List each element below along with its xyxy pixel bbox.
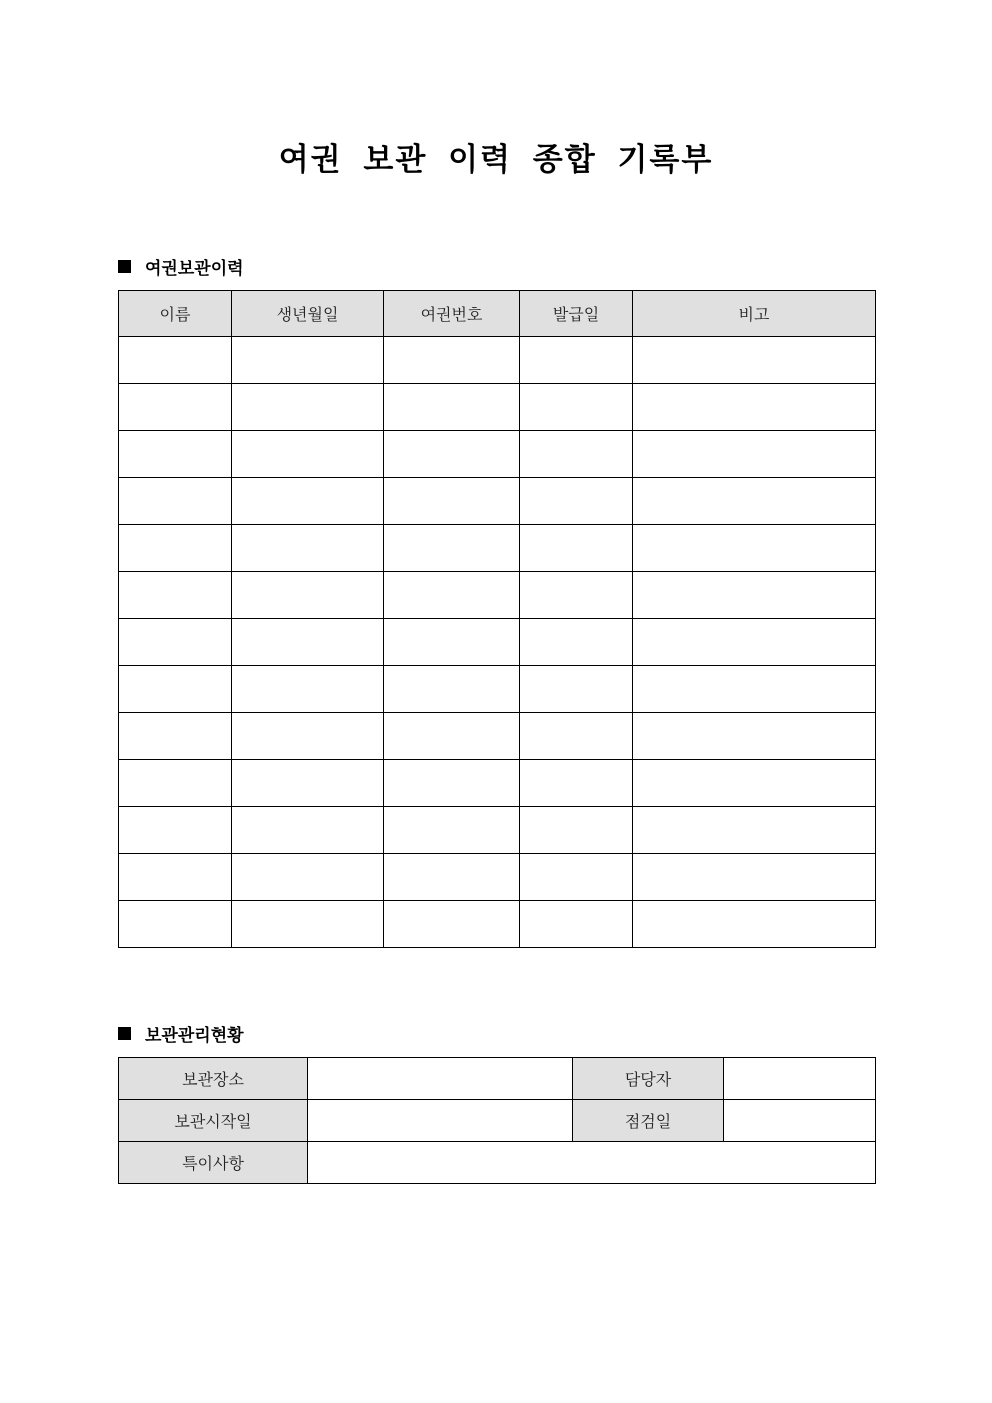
cell-issue-date[interactable] xyxy=(520,713,633,760)
section-heading-passport-history xyxy=(118,254,244,279)
cell-birthdate[interactable] xyxy=(232,666,384,713)
cell-name[interactable] xyxy=(119,572,232,619)
table-row xyxy=(119,713,876,760)
cell-birthdate[interactable] xyxy=(232,525,384,572)
table-row xyxy=(119,478,876,525)
cell-remarks[interactable] xyxy=(633,478,876,525)
cell-passport-number[interactable] xyxy=(384,384,520,431)
cell-name[interactable] xyxy=(119,713,232,760)
cell-issue-date[interactable] xyxy=(520,337,633,384)
storage-start-date-label: 보관시작일 xyxy=(119,1100,308,1142)
column-header-remarks: 비고 xyxy=(633,291,876,337)
cell-birthdate[interactable] xyxy=(232,384,384,431)
cell-remarks[interactable] xyxy=(633,525,876,572)
cell-birthdate[interactable] xyxy=(232,807,384,854)
cell-remarks[interactable] xyxy=(633,384,876,431)
cell-birthdate[interactable] xyxy=(232,431,384,478)
cell-passport-number[interactable] xyxy=(384,760,520,807)
cell-birthdate[interactable] xyxy=(232,713,384,760)
column-header-issue-date: 발급일 xyxy=(520,291,633,337)
storage-start-date-field[interactable] xyxy=(308,1100,573,1142)
table-row xyxy=(119,431,876,478)
section-heading-storage-management xyxy=(118,1021,244,1046)
table-row xyxy=(119,666,876,713)
cell-remarks[interactable] xyxy=(633,337,876,384)
cell-remarks[interactable] xyxy=(633,760,876,807)
cell-passport-number[interactable] xyxy=(384,666,520,713)
table-row xyxy=(119,1142,876,1184)
storage-management-table xyxy=(118,1057,876,1184)
cell-name[interactable] xyxy=(119,901,232,948)
cell-name[interactable] xyxy=(119,431,232,478)
cell-name[interactable] xyxy=(119,337,232,384)
cell-name[interactable] xyxy=(119,478,232,525)
table-row xyxy=(119,572,876,619)
cell-remarks[interactable] xyxy=(633,572,876,619)
table-row xyxy=(119,807,876,854)
manager-field[interactable] xyxy=(724,1058,876,1100)
inspection-date-field[interactable] xyxy=(724,1100,876,1142)
cell-remarks[interactable] xyxy=(633,901,876,948)
table-row xyxy=(119,760,876,807)
cell-passport-number[interactable] xyxy=(384,572,520,619)
cell-passport-number[interactable] xyxy=(384,619,520,666)
cell-birthdate[interactable] xyxy=(232,854,384,901)
cell-name[interactable] xyxy=(119,384,232,431)
cell-birthdate[interactable] xyxy=(232,337,384,384)
cell-issue-date[interactable] xyxy=(520,807,633,854)
table-row xyxy=(119,901,876,948)
storage-location-field[interactable] xyxy=(308,1058,573,1100)
cell-passport-number[interactable] xyxy=(384,431,520,478)
cell-passport-number[interactable] xyxy=(384,337,520,384)
cell-issue-date[interactable] xyxy=(520,666,633,713)
cell-remarks[interactable] xyxy=(633,666,876,713)
cell-passport-number[interactable] xyxy=(384,478,520,525)
table-row xyxy=(119,1100,876,1142)
column-header-name: 이름 xyxy=(119,291,232,337)
cell-passport-number[interactable] xyxy=(384,901,520,948)
cell-remarks[interactable] xyxy=(633,807,876,854)
table-row xyxy=(119,337,876,384)
page-title: 여권 보관 이력 종합 기록부 xyxy=(278,142,714,178)
column-header-birthdate: 생년월일 xyxy=(232,291,384,337)
cell-issue-date[interactable] xyxy=(520,525,633,572)
remarks-field[interactable] xyxy=(308,1142,876,1184)
cell-issue-date[interactable] xyxy=(520,619,633,666)
storage-location-label: 보관장소 xyxy=(119,1058,308,1100)
cell-issue-date[interactable] xyxy=(520,384,633,431)
column-header-passport-number: 여권번호 xyxy=(384,291,520,337)
table-row xyxy=(119,1058,876,1100)
cell-issue-date[interactable] xyxy=(520,572,633,619)
cell-passport-number[interactable] xyxy=(384,854,520,901)
cell-issue-date[interactable] xyxy=(520,478,633,525)
cell-passport-number[interactable] xyxy=(384,713,520,760)
passport-history-table xyxy=(118,290,876,948)
inspection-date-label: 점검일 xyxy=(573,1100,724,1142)
cell-issue-date[interactable] xyxy=(520,901,633,948)
cell-name[interactable] xyxy=(119,619,232,666)
cell-birthdate[interactable] xyxy=(232,478,384,525)
cell-passport-number[interactable] xyxy=(384,807,520,854)
section-heading-label: 보관관리현황 xyxy=(145,1026,244,1046)
remarks-label: 특이사항 xyxy=(119,1142,308,1184)
cell-name[interactable] xyxy=(119,666,232,713)
table-row xyxy=(119,854,876,901)
cell-remarks[interactable] xyxy=(633,431,876,478)
cell-passport-number[interactable] xyxy=(384,525,520,572)
cell-name[interactable] xyxy=(119,854,232,901)
cell-birthdate[interactable] xyxy=(232,619,384,666)
cell-birthdate[interactable] xyxy=(232,901,384,948)
cell-remarks[interactable] xyxy=(633,854,876,901)
cell-remarks[interactable] xyxy=(633,713,876,760)
square-bullet-icon xyxy=(118,1027,131,1040)
table-header-row xyxy=(119,291,876,337)
table-row xyxy=(119,525,876,572)
cell-birthdate[interactable] xyxy=(232,760,384,807)
cell-name[interactable] xyxy=(119,807,232,854)
cell-issue-date[interactable] xyxy=(520,431,633,478)
cell-issue-date[interactable] xyxy=(520,854,633,901)
cell-name[interactable] xyxy=(119,525,232,572)
cell-remarks[interactable] xyxy=(633,619,876,666)
table-row xyxy=(119,384,876,431)
cell-name[interactable] xyxy=(119,760,232,807)
cell-issue-date[interactable] xyxy=(520,760,633,807)
manager-label: 담당자 xyxy=(573,1058,724,1100)
table-row xyxy=(119,619,876,666)
cell-birthdate[interactable] xyxy=(232,572,384,619)
square-bullet-icon xyxy=(118,260,131,273)
section-heading-label: 여권보관이력 xyxy=(145,259,244,279)
